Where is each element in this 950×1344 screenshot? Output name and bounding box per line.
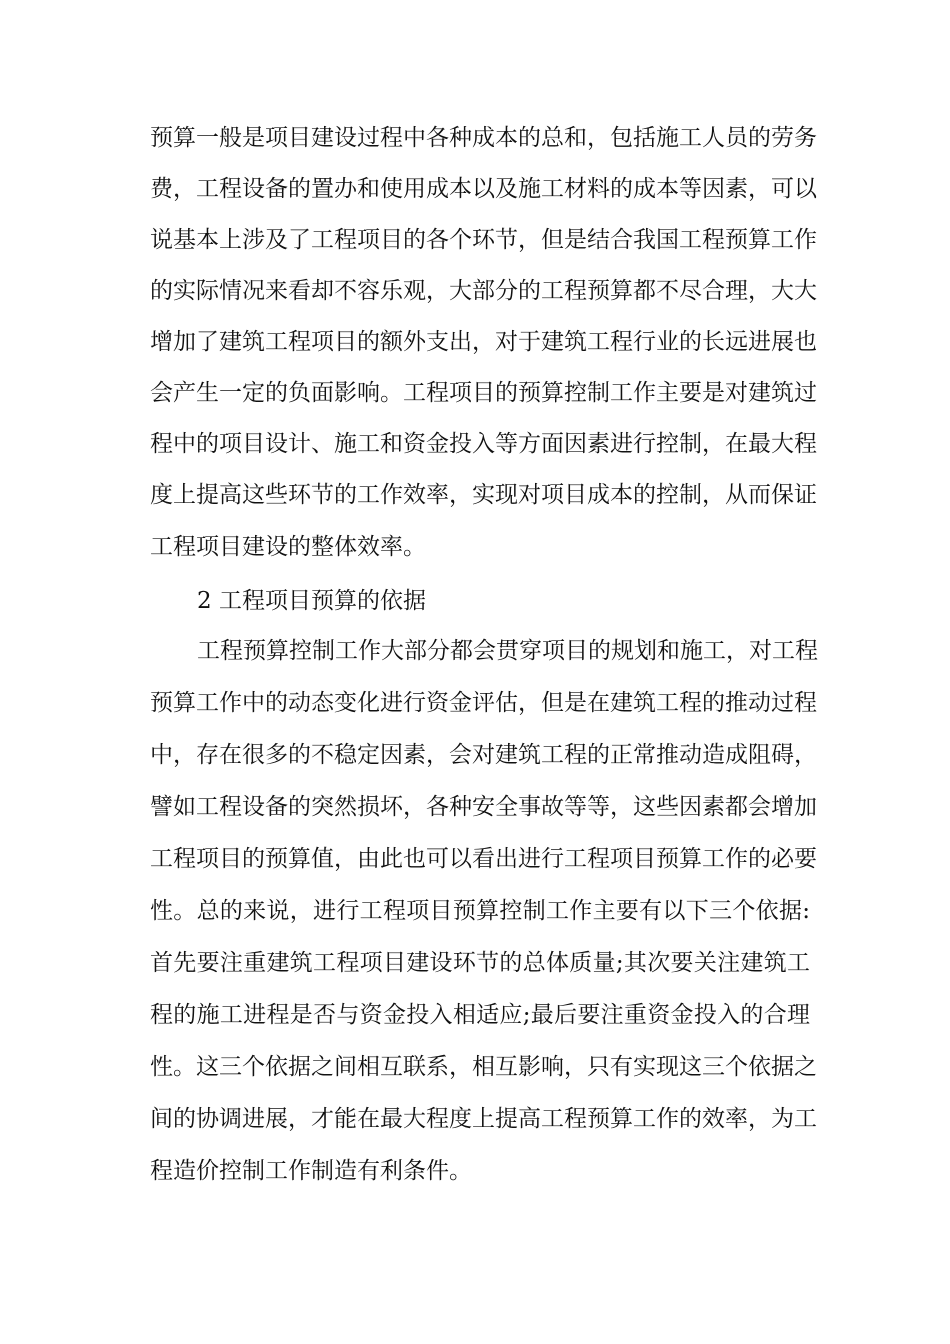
text-line: 工程项目的预算值，由此也可以看出进行工程项目预算工作的必要 bbox=[150, 846, 817, 872]
text-line: 程造价控制工作制造有利条件。 bbox=[150, 1158, 472, 1184]
text-line: 费，工程设备的置办和使用成本以及施工材料的成本等因素，可以 bbox=[150, 176, 817, 202]
text-line: 性。这三个依据之间相互联系，相互影响，只有实现这三个依据之 bbox=[150, 1054, 817, 1080]
text-line: 会产生一定的负面影响。工程项目的预算控制工作主要是对建筑过 bbox=[150, 380, 817, 406]
text-line: 工程预算控制工作大部分都会贯穿项目的规划和施工，对工程 bbox=[197, 638, 818, 664]
text-line: 程的施工进程是否与资金投入相适应;最后要注重资金投入的合理 bbox=[150, 1002, 810, 1028]
text-line: 的实际情况来看却不容乐观，大部分的工程预算都不尽合理，大大 bbox=[150, 278, 817, 304]
text-line: 预算工作中的动态变化进行资金评估，但是在建筑工程的推动过程 bbox=[150, 690, 817, 716]
text-line: 首先要注重建筑工程项目建设环节的总体质量;其次要关注建筑工 bbox=[150, 950, 810, 976]
text-line: 譬如工程设备的突然损坏，各种安全事故等等，这些因素都会增加 bbox=[150, 794, 817, 820]
text-line: 说基本上涉及了工程项目的各个环节，但是结合我国工程预算工作 bbox=[150, 227, 817, 253]
text-line: 预算一般是项目建设过程中各种成本的总和，包括施工人员的劳务 bbox=[150, 125, 817, 151]
text-line: 度上提高这些环节的工作效率，实现对项目成本的控制，从而保证 bbox=[150, 482, 817, 508]
text-line: 增加了建筑工程项目的额外支出，对于建筑工程行业的长远进展也 bbox=[150, 329, 817, 355]
text-line: 性。总的来说，进行工程项目预算控制工作主要有以下三个依据: bbox=[150, 898, 810, 924]
text-line: 程中的项目设计、施工和资金投入等方面因素进行控制，在最大程 bbox=[150, 431, 817, 457]
text-line: 间的协调进展，才能在最大程度上提高工程预算工作的效率，为工 bbox=[150, 1106, 817, 1132]
section-heading: 2 工程项目预算的依据 bbox=[197, 588, 426, 614]
text-line: 工程项目建设的整体效率。 bbox=[150, 534, 426, 560]
text-line: 中，存在很多的不稳定因素，会对建筑工程的正常推动造成阻碍， bbox=[150, 742, 817, 768]
